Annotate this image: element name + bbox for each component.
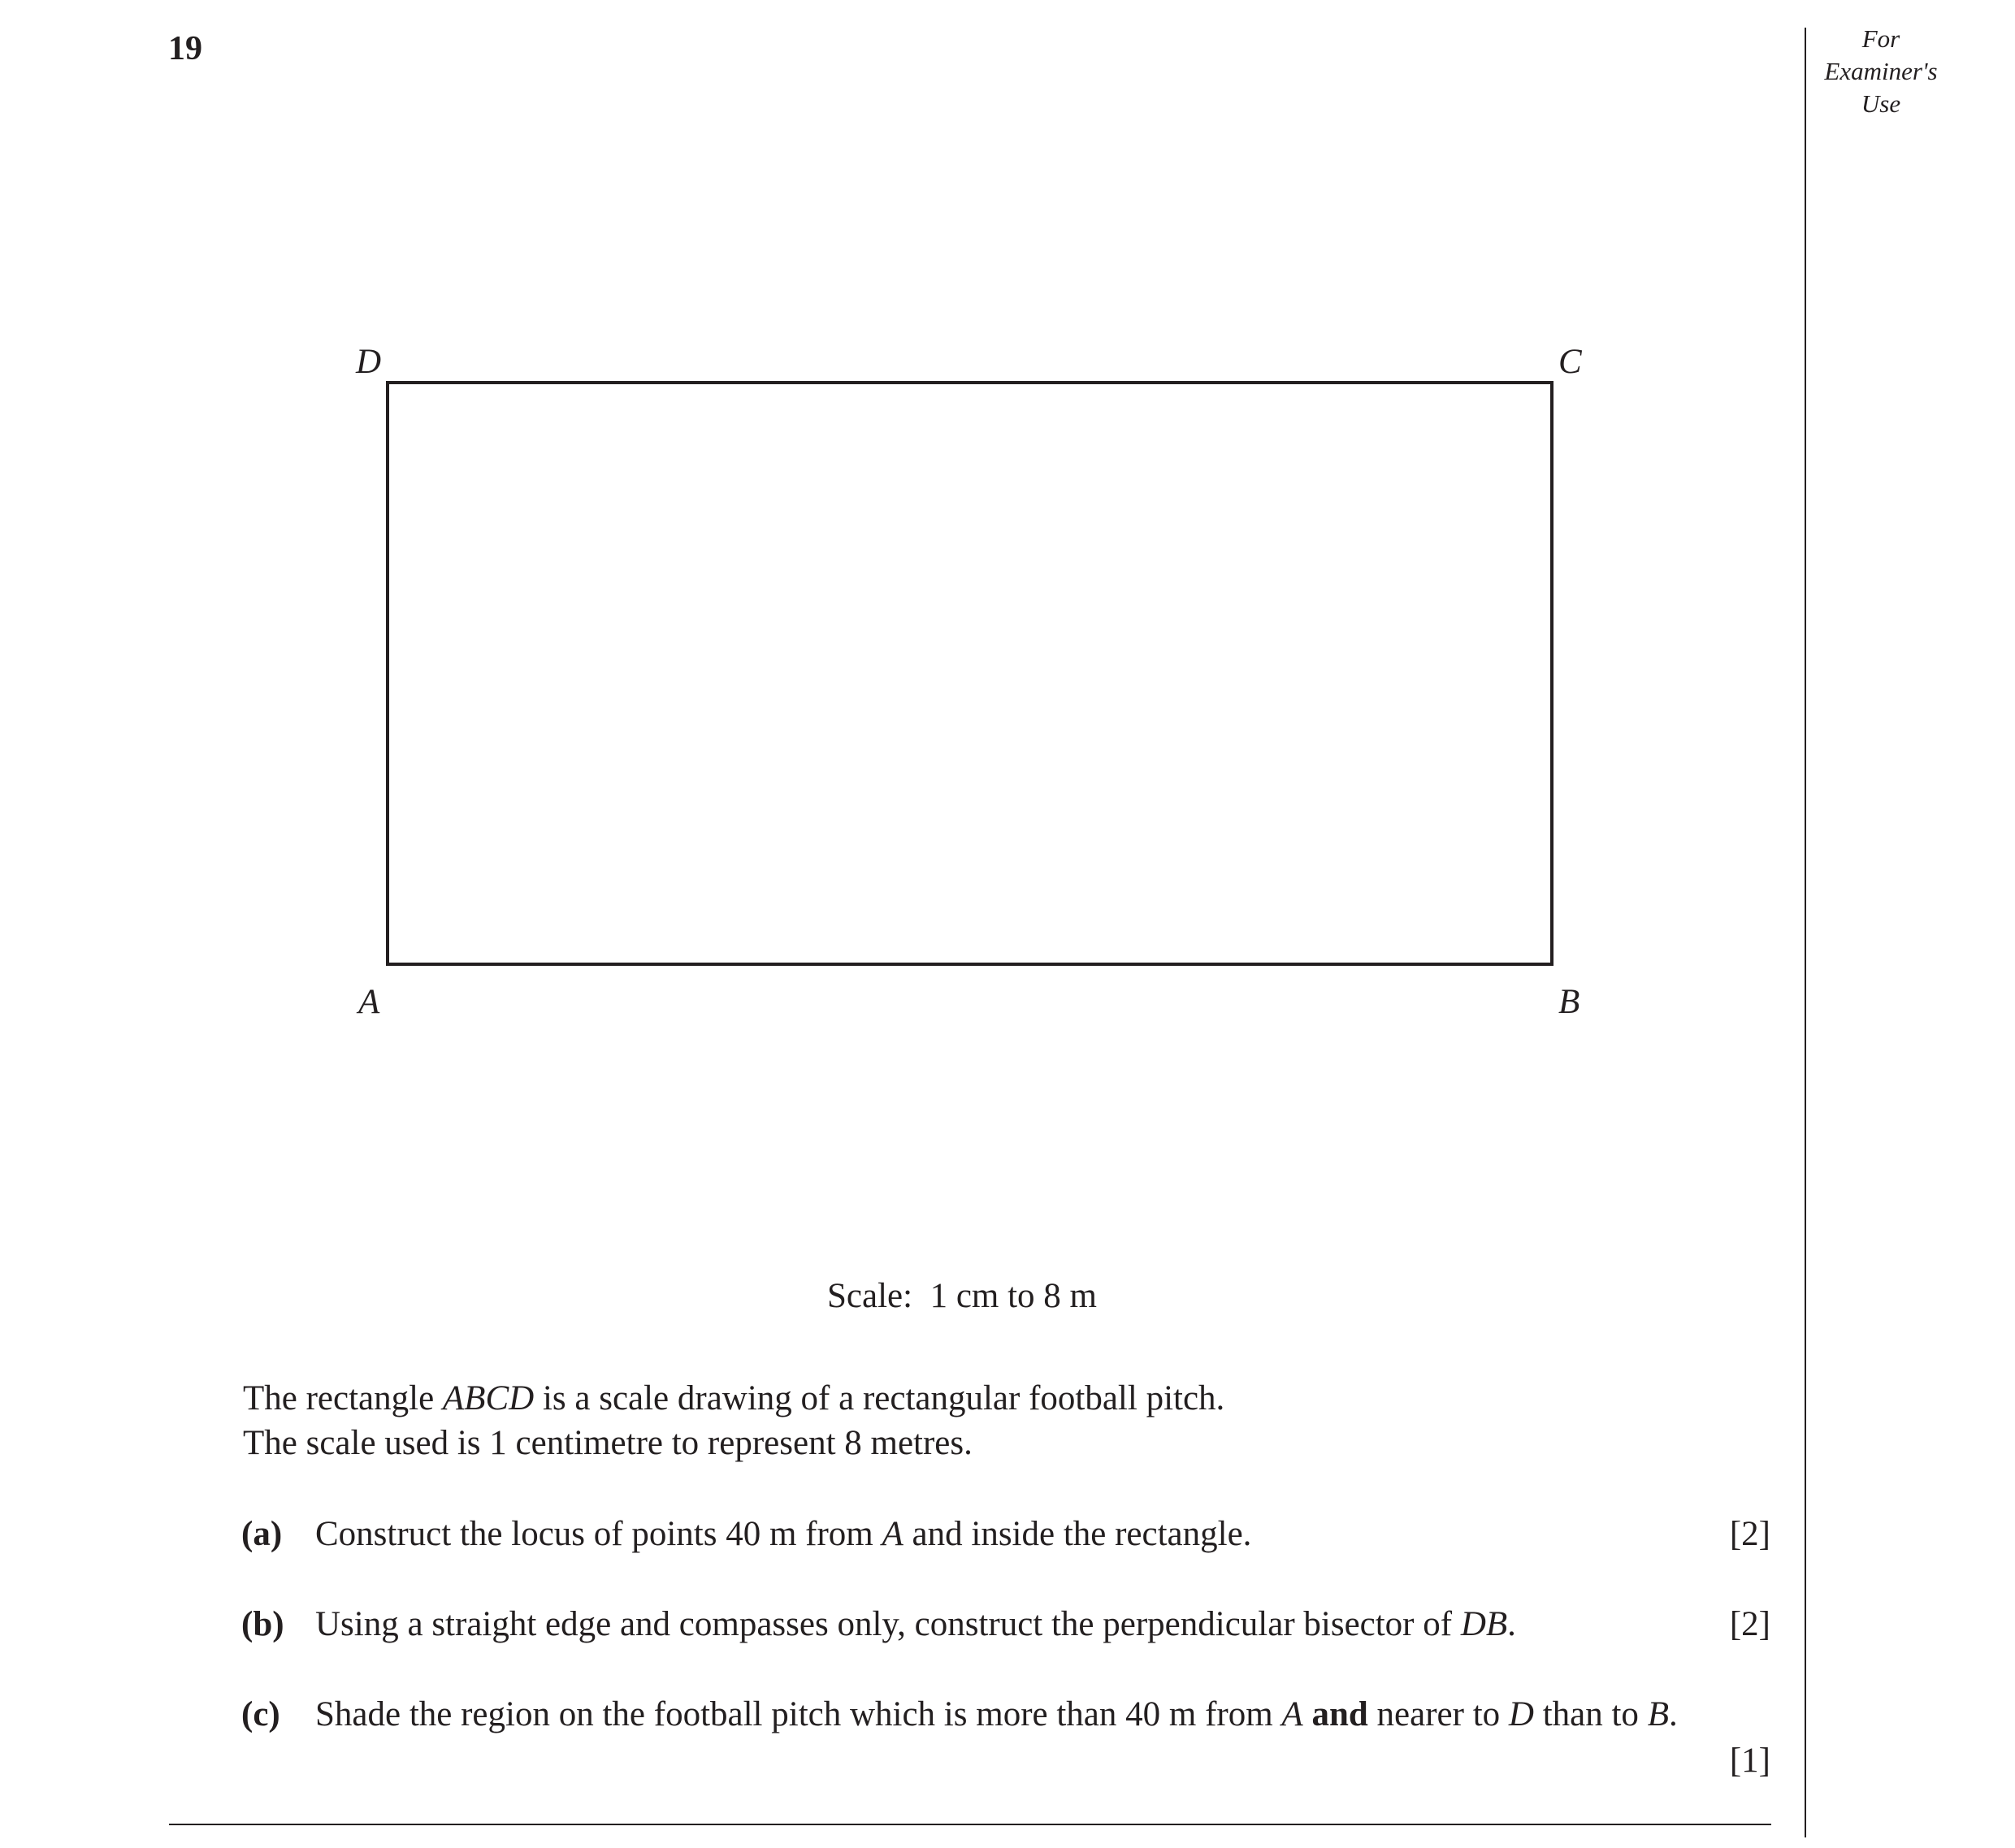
- part-b-text: [315, 1604, 1516, 1644]
- vertex-label-b: B: [1558, 983, 1580, 1021]
- part-c-bold-1: and: [1302, 1695, 1368, 1733]
- rectangle-abcd: [388, 383, 1552, 964]
- part-b-text-post: .: [1507, 1605, 1516, 1643]
- part-c-text: [315, 1694, 1678, 1734]
- part-b-text-italic: DB: [1460, 1605, 1508, 1643]
- part-c-italic-3: B: [1647, 1695, 1669, 1733]
- intro-line-1-post: is a scale drawing of a rectangular football pitch.: [534, 1379, 1225, 1417]
- part-c-marks: [1]: [1729, 1742, 1770, 1780]
- examiner-margin-rule: [1805, 28, 1806, 1837]
- part-c-italic-2: D: [1508, 1695, 1534, 1733]
- vertex-label-c: C: [1558, 343, 1582, 381]
- part-a-text: [315, 1514, 1251, 1554]
- intro-line-2: The scale used is 1 centimetre to represent 8 metres.: [243, 1424, 973, 1462]
- part-a-label: (a): [241, 1515, 283, 1553]
- examiner-line-2: Examiner's: [1824, 57, 1938, 85]
- part-c-text-1: Shade the region on the football pitch which is more than 40 m from: [315, 1695, 1282, 1733]
- scale-caption: Scale: 1 cm to 8 m: [827, 1277, 1097, 1315]
- examiner-line-3: Use: [1861, 89, 1901, 118]
- part-c-text-3: than to: [1533, 1695, 1648, 1733]
- question-number: 19: [168, 30, 202, 67]
- bottom-rule: [169, 1824, 1771, 1825]
- part-b-label: (b): [241, 1605, 284, 1643]
- examiner-use-box: [1804, 23, 1958, 120]
- part-b-marks: [2]: [1729, 1605, 1770, 1643]
- examiner-line-1: For: [1861, 24, 1900, 53]
- part-b-text-pre: Using a straight edge and compasses only, construct the perpendicular bisector of: [315, 1605, 1461, 1643]
- part-a-marks: [2]: [1729, 1515, 1770, 1553]
- vertex-label-d: D: [356, 343, 382, 381]
- intro-line-1: [243, 1378, 1224, 1418]
- part-c-italic-1: A: [1281, 1695, 1303, 1733]
- part-a-text-post: and inside the rectangle.: [903, 1515, 1252, 1553]
- part-a-text-pre: Construct the locus of points 40 m from: [315, 1515, 882, 1553]
- part-c-text-2: nearer to: [1367, 1695, 1509, 1733]
- intro-line-1-pre: The rectangle: [243, 1379, 443, 1417]
- intro-line-1-italic: ABCD: [442, 1379, 535, 1417]
- vertex-label-a: A: [358, 983, 380, 1021]
- part-a-text-italic: A: [882, 1515, 904, 1553]
- part-c-text-4: .: [1668, 1695, 1678, 1733]
- part-c-label: (c): [241, 1695, 280, 1733]
